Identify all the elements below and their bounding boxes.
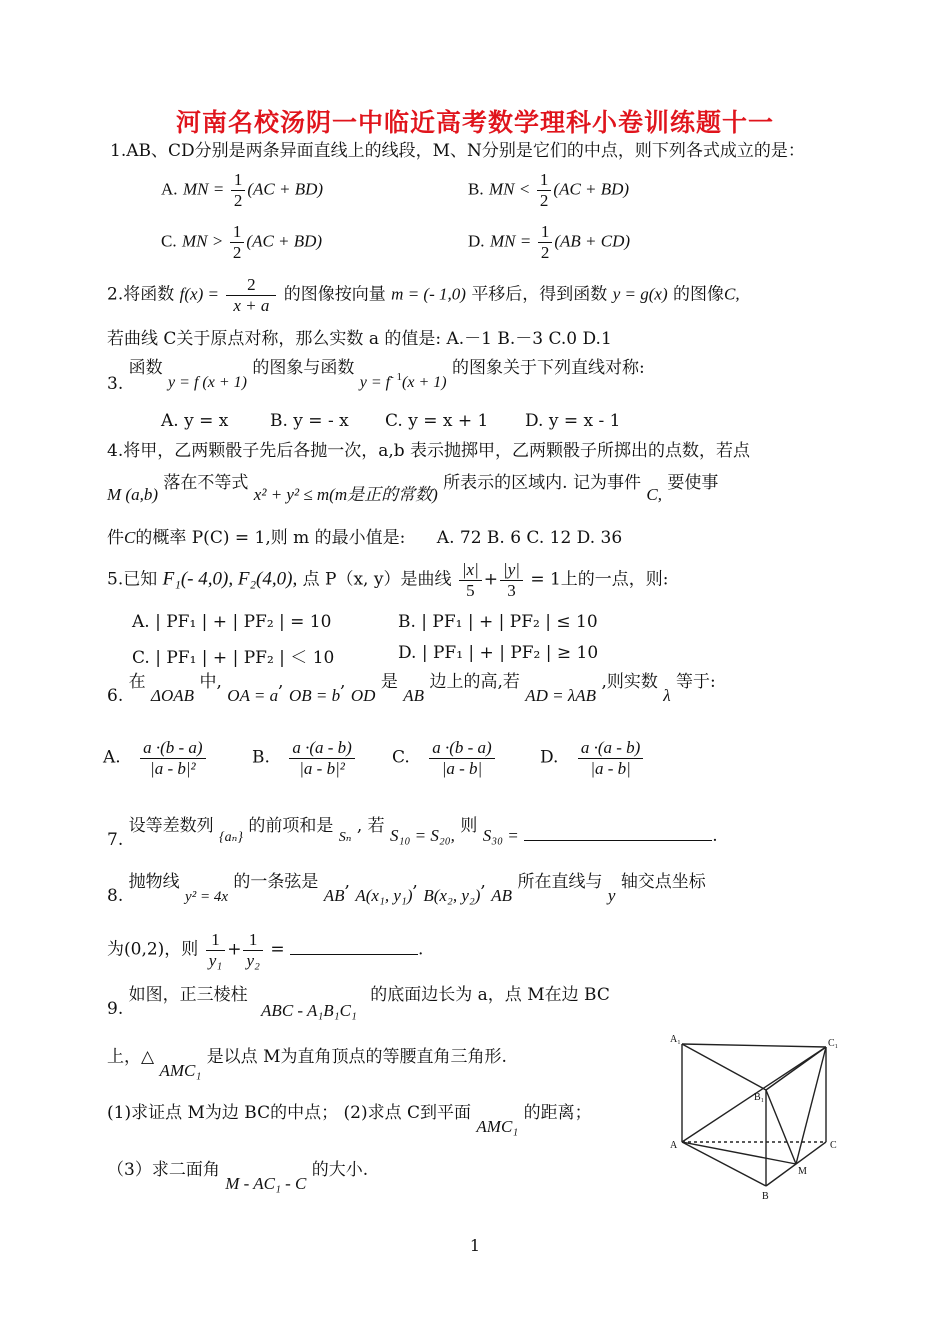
q5-option-c: C. | PF₁ | + | PF₂ | ＜ 10 <box>132 648 335 668</box>
edge-am <box>682 1142 796 1164</box>
edge-ab <box>682 1142 766 1186</box>
q4-line2: M (a,b) 落在不等式 x² + y² ≤ m(m是正的常数) 所表示的区域内. 记为事件 C, 要使事 <box>107 473 719 504</box>
label-b: B <box>762 1191 769 1202</box>
q3-option-a: A. y = x <box>161 411 229 431</box>
q6-option-c: C. $\frac{a \cdot(b - a)}{|a - b|}$ <box>392 738 497 778</box>
q1-option-b: B. MN < $\frac{1}{2}$ (AC + BD) <box>468 170 630 210</box>
label-c: C <box>830 1140 837 1151</box>
q5-option-a: A. | PF₁ | + | PF₂ | = 10 <box>132 612 332 632</box>
label-m: M <box>798 1166 807 1177</box>
q3-option-b: B. y = - x <box>270 411 349 431</box>
label-b1: B₁ <box>754 1092 765 1103</box>
q2-line2: 若曲线 C关于原点对称，那么实数 a 的值是: A.－1 B.－3 C.0 D.1 <box>107 329 612 349</box>
q2-line1: 2.将函数 f(x) = $\frac{2}{x + a}$ 的图像按向量 m = (- 1,0) 平移后，得到函数 y = g(x) 的图像C, <box>107 275 740 315</box>
q3-option-c: C. y = x + 1 <box>385 411 489 431</box>
q8-line2: 为(0,2)，则 $\frac{1}{\text{y₁}}$ + $\frac{1}{\text{y₂}}$ = . <box>107 930 424 970</box>
q7-line1: 7. 设等差数列 $_{\{a_n\}}$ 的前项和是 $_{S_n}$ , 若 S₁₀ = S₂₀, 则 S₃₀ = . <box>107 816 718 850</box>
q9-line1: 9. 如图，正三棱柱 ABC - A₁B₁C₁ 的底面边长为 a，点 M在边 BC <box>107 985 610 1020</box>
q3-line1: 3. 函数 y = f (x + 1) 的图象与函数 $y = f^{- 1}(x + 1)$ 的图象关于下列直线对称: <box>107 358 645 394</box>
q1-option-d: D. MN = $\frac{1}{2}$ (AB + CD) <box>468 222 631 262</box>
q5-option-d: D. | PF₁ | + | PF₂ | ≥ 10 <box>398 643 599 663</box>
edge-a1c1 <box>682 1044 826 1047</box>
q6-option-d: D. $\frac{a \cdot(a - b)}{|a - b|}$ <box>540 738 645 778</box>
q8-line1: 8. 抛物线 y² = 4x 的一条弦是 AB, A(x₁, y₁), B(x₂, y₂), AB 所在直线与 y 轴交点坐标 <box>107 872 706 906</box>
label-a: A <box>670 1140 678 1151</box>
label-c1: C₁ <box>828 1038 839 1049</box>
q1-option-a: A. MN = $\frac{1}{2}$ (AC + BD) <box>161 170 324 210</box>
q1-option-c: C. MN > $\frac{1}{2}$ (AC + BD) <box>161 222 323 262</box>
q9-line4: （3）求二面角 M - AC₁ - C 的大小. <box>107 1160 369 1193</box>
q9-line3: (1)求证点 M为边 BC的中点； (2)求点 C到平面 AMC₁ 的距离； <box>107 1103 592 1136</box>
edge-a1b1 <box>682 1044 766 1090</box>
q9-line2: 上，△ AMC₁ 是以点 M为直角顶点的等腰直角三角形. <box>107 1047 507 1080</box>
q5-line1: 5.已知 F₁(- 4,0), F₂(4,0), 点 P（x, y）是曲线 $\frac{|x|}{5}$ + $\frac{|y|}{3}$ = 1上的一点，则: <box>107 560 669 600</box>
label-a1: A₁ <box>670 1034 681 1045</box>
page-title: 河南名校汤阴一中临近高考数学理科小卷训练题十一 <box>175 108 774 137</box>
page-number: 1 <box>469 1236 481 1255</box>
q6-option-b: B. $\frac{a \cdot(a - b)}{\text{|a - b|²}}$ <box>252 738 357 778</box>
q4-line3: 件C的概率 P(C) = 1,则 m 的最小值是: A. 72 B. 6 C. 12 D. 36 <box>107 528 623 548</box>
q6-line1: 6. 在 ΔOAB 中, OA = a, OB = b, OD 是 AB 边上的高,若 AD = λAB ,则实数 λ 等于: <box>107 672 716 706</box>
q1-stem: 1.AB、CD分别是两条异面直线上的线段，M、N分别是它们的中点，则下列各式成立的是： <box>110 141 805 161</box>
q3-option-d: D. y = x - 1 <box>525 411 621 431</box>
q5-option-b: B. | PF₁ | + | PF₂ | ≤ 10 <box>398 612 598 632</box>
q6-option-a: A. $\frac{a \cdot(b - a)}{\text{|a - b|²}}$ <box>103 738 208 778</box>
prism-figure <box>668 1034 848 1204</box>
edge-b1m <box>766 1090 796 1164</box>
q4-line1: 4.将甲，乙两颗骰子先后各抛一次，a,b 表示抛掷甲，乙两颗骰子所掷出的点数，若点 <box>107 441 751 461</box>
